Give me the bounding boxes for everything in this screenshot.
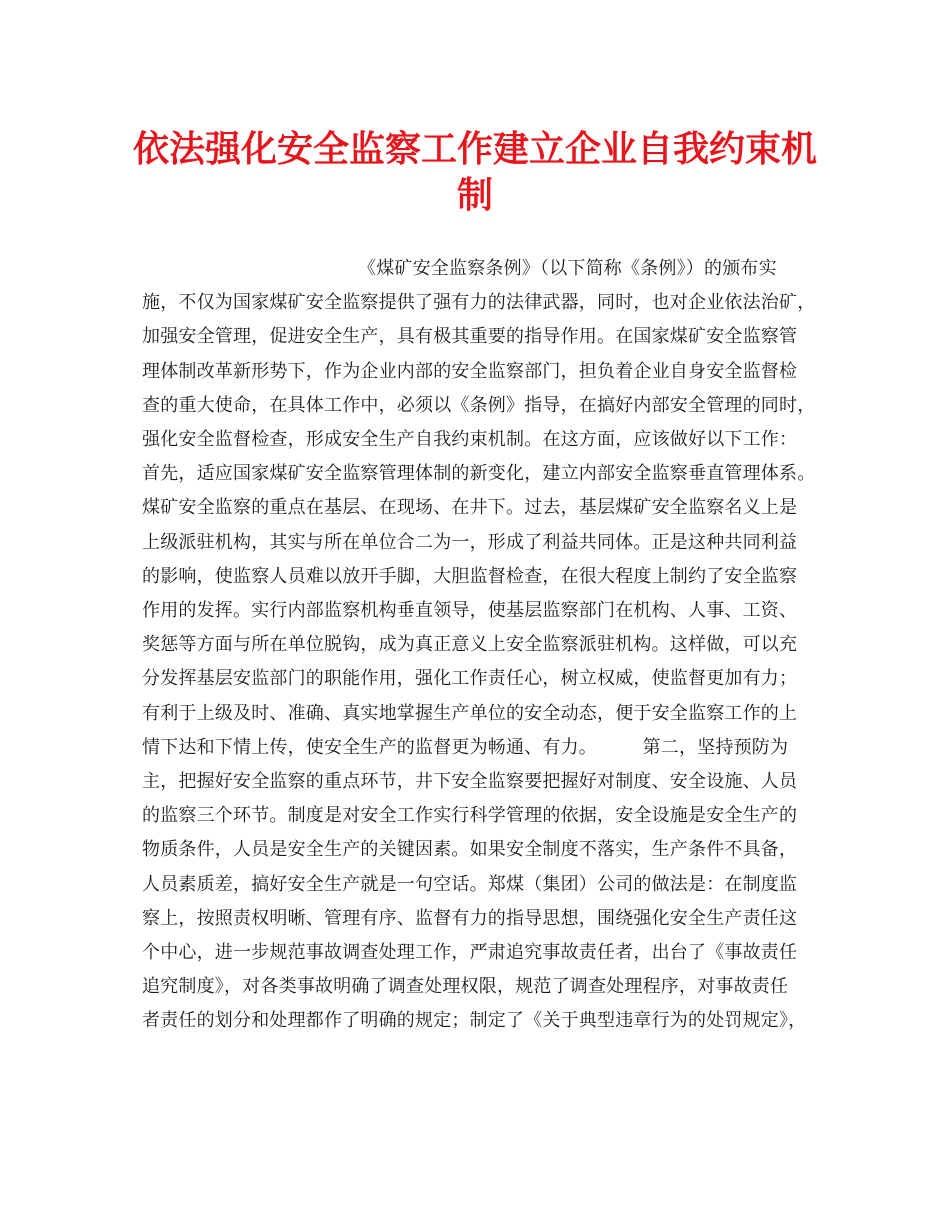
body-line: 个中心，进一步规范事故调查处理工作，严肃追究事故责任者，出台了《事故责任 xyxy=(142,942,798,963)
document-title-line-1: 依法强化安全监察工作建立企业自我约束机 xyxy=(132,129,817,170)
body-line: 主，把握好安全监察的重点环节，井下安全监察要把握好对制度、安全设施、人员 xyxy=(142,771,798,792)
body-line: 查的重大使命，在具体工作中，必须以《条例》指导，在搞好内部安全管理的同时， xyxy=(142,395,816,416)
body-line: 追究制度》，对各类事故明确了调查处理权限，规范了调查处理程序，对事故责任 xyxy=(142,976,789,997)
body-line: 施，不仅为国家煤矿安全监察提供了强有力的法律武器，同时，也对企业依法治矿， xyxy=(142,292,816,313)
body-line: 察上，按照责权明晰、管理有序、监督有力的指导思想，围绕强化安全生产责任这 xyxy=(142,908,798,929)
body-line: 奖惩等方面与所在单位脱钩，成为真正意义上安全监察派驻机构。这样做，可以充 xyxy=(142,634,798,655)
body-line: 者责任的划分和处理都作了明确的规定；制定了《关于典型违章行为的处罚规定》， xyxy=(142,1010,807,1031)
body-line: 分发挥基层安监部门的职能作用，强化工作责任心，树立权威，使监督更加有力； xyxy=(142,668,798,689)
body-line: 的影响，使监察人员难以放开手脚，大胆监督检查，在很大程度上制约了安全监察 xyxy=(142,566,798,587)
document-title-line-2: 制 xyxy=(456,175,493,216)
body-line: 煤矿安全监察的重点在基层、在现场、在井下。过去，基层煤矿安全监察名义上是 xyxy=(142,497,798,518)
body-line: 人员素质差，搞好安全生产就是一句空话。郑煤（集团）公司的做法是：在制度监 xyxy=(142,874,798,895)
body-line: 《煤矿安全监察条例》（以下简称《条例》）的颁布实 xyxy=(358,258,777,279)
body-line: 情下达和下情上传，使安全生产的监督更为畅通、有力。 第二，坚持预防为 xyxy=(142,737,789,758)
body-line: 强化安全监督检查，形成安全生产自我约束机制。在这方面，应该做好以下工作： xyxy=(142,429,798,450)
body-line: 理体制改革新形势下，作为企业内部的安全监察部门，担负着企业自身安全监督检 xyxy=(142,361,798,382)
body-line: 作用的发挥。实行内部监察机构垂直领导，使基层监察部门在机构、人事、工资、 xyxy=(142,600,798,621)
body-line: 上级派驻机构，其实与所在单位合二为一，形成了利益共同体。正是这种共同利益 xyxy=(142,532,798,553)
body-line: 首先，适应国家煤矿安全监察管理体制的新变化，建立内部安全监察垂直管理体系。 xyxy=(142,463,816,484)
body-line: 的监察三个环节。制度是对安全工作实行科学管理的依据，安全设施是安全生产的 xyxy=(142,805,798,826)
body-line: 物质条件，人员是安全生产的关键因素。如果安全制度不落实，生产条件不具备， xyxy=(142,839,798,860)
body-line: 加强安全管理，促进安全生产，具有极其重要的指导作用。在国家煤矿安全监察管 xyxy=(142,326,798,347)
body-line: 有利于上级及时、准确、真实地掌握生产单位的安全动态，便于安全监察工作的上 xyxy=(142,703,798,724)
